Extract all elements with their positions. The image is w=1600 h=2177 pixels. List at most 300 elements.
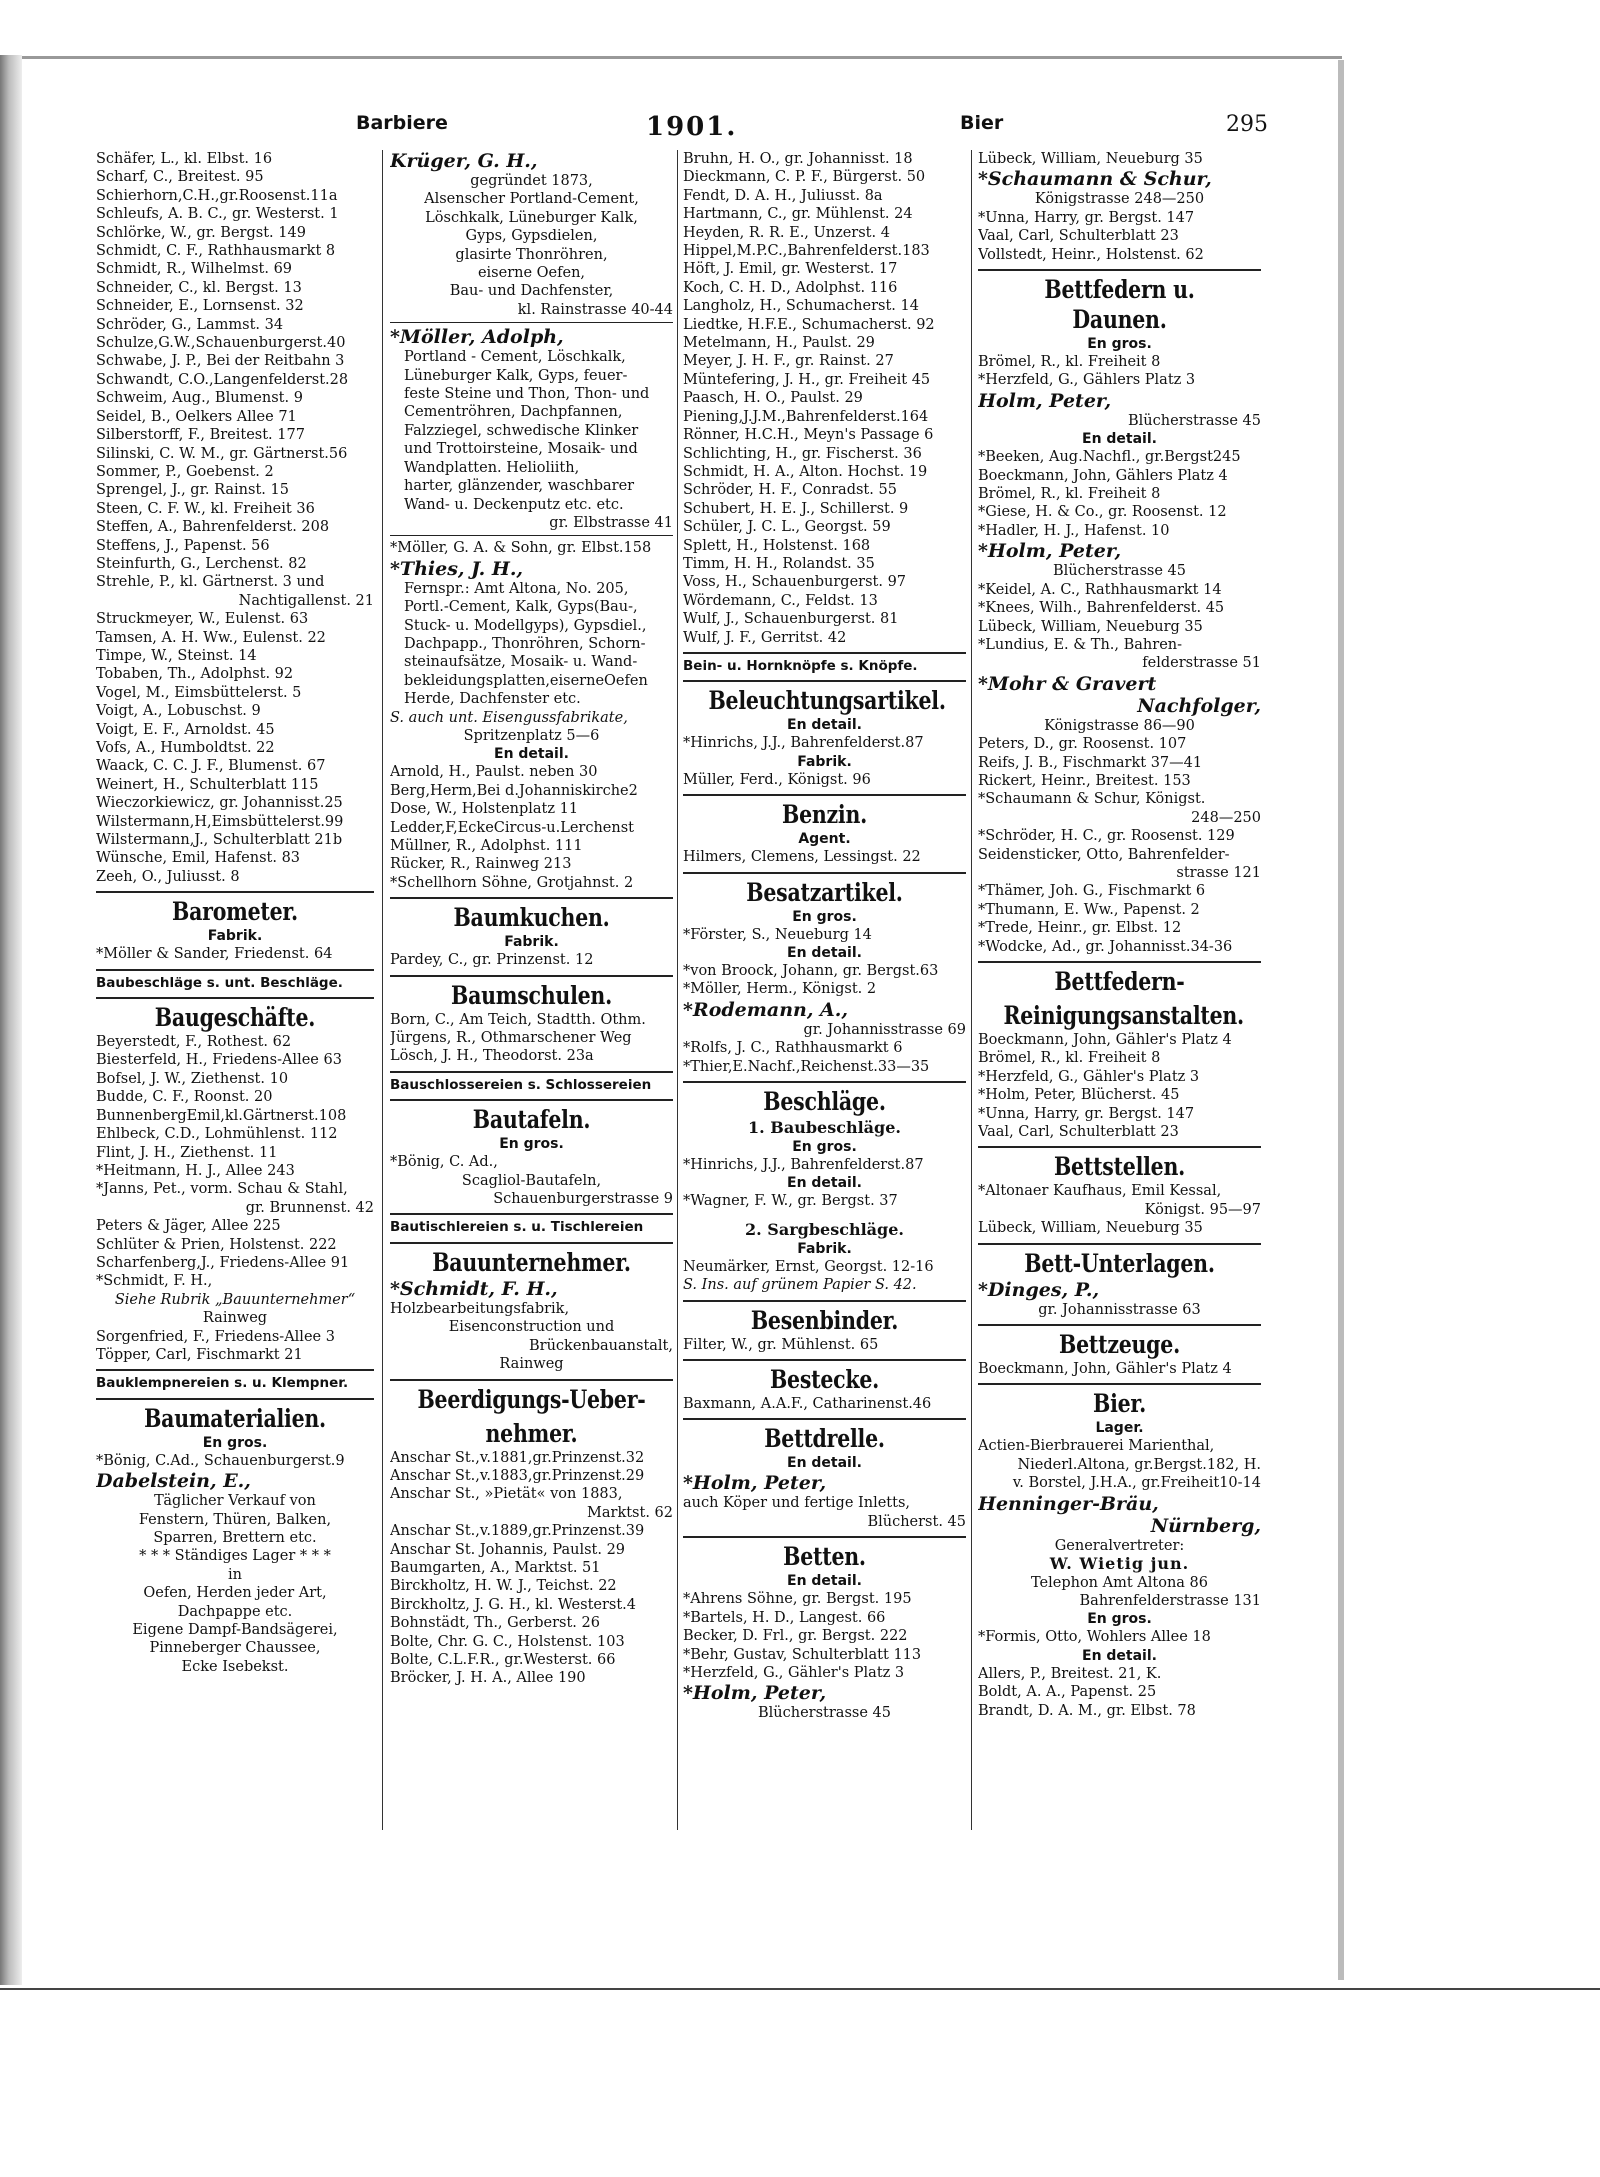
directory-entry: Silberstorff, F., Breitest. 177: [96, 427, 305, 444]
category-label: En gros.: [792, 1139, 857, 1156]
firm-name: Henninger-Bräu,: [978, 1492, 1159, 1515]
directory-entry: *Hinrichs, J.J., Bahrenfelderst.87: [683, 1157, 924, 1174]
entry-line: Schauenburgerstrasse 9: [493, 1191, 673, 1208]
column-4: [978, 150, 1261, 1720]
directory-entry: Anschar St., »Pietät« von 1883,: [390, 1486, 623, 1503]
category-label: Fabrik.: [504, 934, 559, 951]
entry-line: Portland - Cement, Löschkalk,: [404, 349, 626, 366]
directory-entry: Liedtke, H.F.E., Schumacherst. 92: [683, 316, 935, 333]
directory-entry: Schüler, J. C. L., Georgst. 59: [683, 519, 891, 536]
entry-line: Lüneburger Kalk, Gyps, feuer-: [404, 367, 628, 384]
directory-entry: Wilstermann,J., Schulterblatt 21b: [96, 832, 343, 849]
directory-entry: Rickert, Heinr., Breitest. 153: [978, 772, 1191, 789]
directory-entry: Beyerstedt, F., Rothest. 62: [96, 1034, 292, 1051]
directory-entry: Schweim, Aug., Blumenst. 9: [96, 390, 303, 407]
entry-line: und Trottoirsteine, Mosaik- und: [404, 441, 638, 458]
directory-entry: Lübeck, William, Neueburg 35: [978, 1220, 1203, 1237]
entry-line: Königstrasse 248—250: [1034, 191, 1205, 208]
directory-entry: Scharfenberg,J., Friedens-Allee 91: [96, 1254, 350, 1271]
directory-entry: *Möller, Herm., Königst. 2: [683, 981, 877, 998]
firm-name: Krüger, G. H.,: [390, 150, 538, 172]
directory-entry: Boeckmann, John, Gähler's Platz 4: [978, 1032, 1232, 1048]
directory-entry: Birckholtz, J. G. H., kl. Westerst.4: [390, 1596, 637, 1613]
directory-entry: Vaal, Carl, Schulterblatt 23: [978, 1124, 1179, 1141]
directory-entry: Tobaben, Th., Adolphst. 92: [96, 666, 294, 683]
entry-line: kl. Rainstrasse 40-44: [517, 301, 673, 318]
column-1: [96, 150, 374, 1676]
directory-entry: *Wagner, F. W., gr. Bergst. 37: [683, 1193, 898, 1210]
directory-entry: Heyden, R. R. E., Unzerst. 4: [683, 224, 890, 241]
section-heading: Baumaterialien.: [144, 1403, 326, 1433]
category-label: En detail.: [787, 1573, 862, 1590]
section-rule: [390, 1242, 673, 1244]
directory-entry: BunnenbergEmil,kl.Gärtnerst.108: [96, 1107, 347, 1124]
directory-entry: Struckmeyer, W., Eulenst. 63: [96, 611, 309, 628]
directory-entry: Sprengel, J., gr. Rainst. 15: [96, 482, 289, 499]
directory-entry: Wulf, J., Schauenburgerst. 81: [683, 611, 899, 628]
directory-entry: Steffens, J., Papenst. 56: [96, 537, 270, 554]
section-heading: Bautafeln.: [472, 1105, 591, 1135]
entry-line: Blücherstrasse 45: [1128, 412, 1261, 429]
directory-entry: *Herzfeld, G., Gählers Platz 3: [978, 372, 1196, 389]
section-heading: Bettfedern-: [1054, 967, 1185, 996]
directory-entry: Peters, D., gr. Roosenst. 107: [978, 736, 1187, 753]
category-label: En detail.: [787, 717, 862, 734]
directory-entry: Piening,J.J.M.,Bahrenfelderst.164: [683, 408, 929, 425]
entry-line: gr. Johannisstrasse 63: [1038, 1301, 1201, 1318]
directory-entry: Schwandt, C.O.,Langenfelderst.28: [96, 371, 349, 388]
directory-entry: *Janns, Pet., vorm. Schau & Stahl,: [96, 1181, 348, 1198]
entry-line: gr. Elbstrasse 41: [549, 514, 673, 531]
entry-line: bekleidungsplatten,eiserneOefen: [404, 672, 648, 689]
section-heading: Beschläge.: [763, 1087, 886, 1117]
section-rule: [978, 1243, 1261, 1245]
directory-entry: Flint, J. H., Ziethenst. 11: [96, 1144, 278, 1161]
section-rule: [390, 1213, 673, 1215]
entry-line: felderstrasse 51: [1142, 655, 1261, 672]
directory-entry: Brömel, R., kl. Freiheit 8: [978, 486, 1161, 503]
directory-entry: *Keidel, A. C., Rathhausmarkt 14: [978, 581, 1222, 598]
directory-entry: Budde, C. F., Roonst. 20: [96, 1089, 273, 1106]
section-rule: [978, 1383, 1261, 1385]
directory-entry: *Schellhorn Söhne, Grotjahnst. 2: [390, 874, 634, 891]
directory-entry: Rönner, H.C.H., Meyn's Passage 6: [683, 427, 934, 444]
directory-entry: Bolte, Chr. G. C., Holstenst. 103: [390, 1633, 625, 1650]
entry-line: Rainweg: [202, 1310, 268, 1327]
directory-entry: Becker, D. Frl., gr. Bergst. 222: [683, 1628, 908, 1645]
entry-line: Stuck- u. Modellgyps), Gypsdiel.,: [404, 617, 647, 634]
column-divider: [382, 150, 383, 1830]
column-divider: [971, 150, 972, 1830]
directory-entry: *von Broock, Johann, gr. Bergst.63: [683, 963, 939, 979]
category-label: En gros.: [1087, 336, 1152, 353]
section-rule: [978, 269, 1261, 271]
firm-name: *Thies, J. H.,: [390, 557, 524, 580]
directory-entry: Zeeh, O., Juliusst. 8: [96, 868, 240, 885]
entry-line: Täglicher Verkauf von: [154, 1493, 316, 1510]
directory-entry: *Beeken, Aug.Nachfl., gr.Bergst245: [978, 449, 1241, 466]
category-label: En detail.: [1082, 431, 1157, 448]
directory-entry: Steen, C. F. W., kl. Freiheit 36: [96, 500, 315, 517]
section-rule: [978, 1146, 1261, 1148]
category-label: Fabrik.: [207, 928, 263, 945]
directory-entry: Sorgenfried, F., Friedens-Allee 3: [96, 1328, 335, 1345]
directory-entry: Brandt, D. A. M., gr. Elbst. 78: [978, 1702, 1196, 1719]
firm-name: *Holm, Peter,: [978, 540, 1122, 563]
directory-entry: Waack, C. C. J. F., Blumenst. 67: [96, 758, 326, 775]
directory-entry: *Möller, G. A. & Sohn, gr. Elbst.158: [390, 540, 652, 557]
category-label: En detail.: [787, 945, 862, 961]
directory-entry: Wördemann, C., Feldst. 13: [683, 592, 878, 609]
directory-entry: *Thumann, E. Ww., Papenst. 2: [978, 901, 1200, 918]
section-rule: [683, 872, 966, 874]
directory-entry: Strehle, P., kl. Gärtnerst. 3 und: [96, 574, 325, 591]
section-heading: Bettstellen.: [1053, 1152, 1186, 1182]
entry-line: Dachpapp., Thonröhren, Schorn-: [404, 635, 646, 652]
directory-entry: Lübeck, William, Neueburg 35: [978, 618, 1203, 635]
directory-entry: Töpper, Carl, Fischmarkt 21: [96, 1346, 303, 1363]
directory-entry: Baxmann, A.A.F., Catharinenst.46: [683, 1396, 932, 1413]
category-label: En detail.: [787, 1455, 862, 1472]
directory-entry: Reifs, J. B., Fischmarkt 37—41: [978, 754, 1203, 771]
cross-reference: Bauklempnereien s. u. Klempner.: [96, 1375, 349, 1392]
category-label: En detail.: [787, 1175, 862, 1192]
entry-line: Nachtigallenst. 21: [238, 592, 374, 609]
page-right-edge: [1338, 60, 1344, 1980]
directory-entry: Schmidt, C. F., Rathhausmarkt 8: [96, 243, 336, 260]
section-heading: nehmer.: [485, 1418, 578, 1448]
running-head-right: Bier: [960, 112, 1004, 134]
directory-entry: Vogel, M., Eimsbüttelerst. 5: [96, 684, 302, 701]
directory-entry: Schäfer, L., kl. Elbst. 16: [96, 151, 273, 167]
category-label: En detail.: [1082, 1647, 1157, 1664]
section-heading: Beerdigungs-Ueber-: [417, 1384, 646, 1414]
entry-line: Marktst. 62: [587, 1504, 673, 1521]
entry-line: gr. Johannisstrasse 69: [803, 1021, 966, 1038]
entry-line: eiserne Oefen,: [477, 265, 586, 282]
section-rule: [96, 997, 374, 999]
directory-entry: Steffen, A., Bahrenfelderst. 208: [96, 519, 330, 536]
directory-entry: *Möller & Sander, Friedenst. 64: [96, 946, 333, 963]
directory-entry: Boldt, A. A., Papenst. 25: [978, 1684, 1157, 1701]
section-rule: [683, 1418, 966, 1420]
directory-entry: Filter, W., gr. Mühlenst. 65: [683, 1336, 879, 1353]
directory-entry: Baumgarten, A., Marktst. 51: [390, 1559, 601, 1576]
directory-entry: Holzbearbeitungsfabrik,: [390, 1300, 570, 1317]
entry-line: Pinneberger Chaussee,: [149, 1640, 321, 1657]
directory-entry: Anschar St.,v.1889,gr.Prinzenst.39: [390, 1523, 645, 1540]
section-heading: Bett-Unterlagen.: [1024, 1248, 1215, 1278]
directory-entry: *Trede, Heinr., gr. Elbst. 12: [978, 920, 1182, 937]
directory-entry: Voigt, A., Lobuschst. 9: [96, 703, 261, 720]
directory-entry: *Lundius, E. & Th., Bahren-: [978, 636, 1183, 653]
column-divider: [677, 150, 678, 1830]
cross-reference: Bautischlereien s. u. Tischlereien: [390, 1219, 644, 1236]
entry-line: Wandplatten. Helioliith,: [404, 459, 580, 476]
directory-entry: Tamsen, A. H. Ww., Eulenst. 22: [96, 629, 326, 646]
entry-line: glasirte Thonröhren,: [455, 246, 608, 263]
directory-entry: *Bönig, C.Ad., Schauenburgerst.9: [96, 1452, 345, 1469]
directory-entry: Timm, H. H., Rolandst. 35: [683, 555, 875, 572]
firm-name: Holm, Peter,: [978, 389, 1112, 412]
entry-line: Eigene Dampf-Bandsägerei,: [132, 1622, 338, 1639]
directory-entry: *Knees, Wilh., Bahrenfelderst. 45: [978, 600, 1225, 617]
directory-entry: Koch, C. H. D., Adolphst. 116: [683, 279, 898, 296]
section-rule: [96, 969, 374, 971]
directory-entry: *Hinrichs, J.J., Bahrenfelderst.87: [683, 735, 924, 752]
directory-entry: Vaal, Carl, Schulterblatt 23: [978, 228, 1179, 245]
entry-line: 248—250: [1191, 809, 1261, 826]
section-rule: [683, 652, 966, 654]
directory-entry: Silinski, C. W. M., gr. Gärtnerst.56: [96, 445, 348, 462]
entry-line: steinaufsätze, Mosaik- u. Wand-: [404, 654, 638, 671]
section-heading: Barometer.: [172, 897, 298, 927]
section-heading: Besenbinder.: [750, 1305, 899, 1335]
directory-entry: Steinfurth, G., Lerchenst. 82: [96, 555, 307, 572]
directory-entry: *Schmidt, F. H.,: [96, 1273, 213, 1290]
firm-name: *Möller, Adolph,: [390, 326, 564, 349]
directory-entry: Schneider, C., kl. Bergst. 13: [96, 279, 302, 296]
entry-line: Rainweg: [499, 1356, 564, 1373]
directory-entry: Actien-Bierbrauerei Marienthal,: [978, 1438, 1215, 1455]
entry-line: Gyps, Gypsdielen,: [465, 228, 598, 245]
entry-line: Herde, Dachfenster etc.: [404, 691, 581, 708]
directory-entry: Paasch, H. O., Paulst. 29: [683, 390, 863, 407]
column-2: [390, 150, 673, 1688]
category-label: Fabrik.: [797, 753, 852, 770]
column-3: [683, 150, 966, 1723]
directory-entry: Vollstedt, Heinr., Holstenst. 62: [978, 246, 1204, 263]
section-rule: [96, 891, 374, 893]
directory-entry: Brömel, R., kl. Freiheit 8: [978, 354, 1161, 371]
directory-entry: Bolte, C.L.F.R., gr.Westerst. 66: [390, 1651, 616, 1668]
directory-entry: Wulf, J. F., Gerritst. 42: [683, 629, 847, 646]
cross-reference: S. Ins. auf grünem Papier S. 42.: [683, 1277, 917, 1294]
directory-entry: Wieczorkiewicz, gr. Johannisst.25: [96, 795, 343, 812]
category-label: Lager.: [1095, 1420, 1144, 1437]
directory-entry: *Altonaer Kaufhaus, Emil Kessal,: [978, 1183, 1222, 1200]
spacer: [683, 1211, 966, 1219]
firm-name: Dabelstein, E.,: [96, 1470, 251, 1493]
directory-entry: Peters & Jäger, Allee 225: [96, 1218, 281, 1235]
directory-entry: *Heitmann, H. J., Allee 243: [96, 1162, 295, 1179]
directory-entry: Schmidt, R., Wilhelmst. 69: [96, 261, 293, 278]
directory-entry: Metelmann, H., Paulst. 29: [683, 335, 875, 352]
directory-entry: Wilstermann,H,Eimsbüttelerst.99: [96, 813, 344, 830]
directory-entry: *Behr, Gustav, Schulterblatt 113: [683, 1646, 922, 1663]
page-number: 295: [1226, 112, 1268, 137]
directory-entry: Bohnstädt, Th., Gerberst. 26: [390, 1615, 600, 1632]
entry-line: harter, glänzender, waschbarer: [404, 478, 635, 495]
directory-entry: *Hadler, H. J., Hafenst. 10: [978, 522, 1170, 539]
directory-entry: *Bartels, H. D., Langest. 66: [683, 1609, 886, 1626]
entry-line: Niederl.Altona, gr.Bergst.182, H.: [1017, 1456, 1261, 1473]
directory-entry: Birckholtz, H. W. J., Teichst. 22: [390, 1578, 617, 1595]
entry-line: Blücherstrasse 45: [758, 1705, 891, 1722]
cross-reference: S. auch unt. Eisengussfabrikate,: [390, 709, 628, 726]
directory-entry: Pardey, C., gr. Prinzenst. 12: [390, 952, 594, 969]
entry-line: Generalvertreter:: [1054, 1537, 1185, 1554]
directory-entry: *Formis, Otto, Wohlers Allee 18: [978, 1629, 1211, 1646]
directory-entry: Höft, J. Emil, gr. Westerst. 17: [683, 261, 898, 278]
firm-name: *Holm, Peter,: [683, 1472, 827, 1495]
directory-entry: Anschar St.,v.1883,gr.Prinzenst.29: [390, 1467, 645, 1484]
section-rule: [683, 794, 966, 796]
directory-entry: Sommer, P., Goebenst. 2: [96, 463, 274, 480]
section-heading: Beleuchtungsartikel.: [708, 686, 946, 716]
section-rule: [683, 1300, 966, 1302]
directory-entry: Rücker, R., Rainweg 213: [390, 856, 572, 873]
cross-reference: Siehe Rubrik „Bauunternehmer“: [114, 1291, 356, 1308]
directory-entry: *Bönig, C. Ad.,: [390, 1154, 498, 1171]
category-label: En gros.: [1087, 1611, 1152, 1628]
directory-entry: Seidel, B., Oelkers Allee 71: [96, 408, 297, 425]
category-label: En detail.: [494, 746, 569, 763]
directory-entry: Allers, P., Breitest. 21, K.: [978, 1665, 1162, 1682]
directory-entry: Arnold, H., Paulst. neben 30: [390, 764, 598, 781]
directory-entry: *Herzfeld, G., Gähler's Platz 3: [683, 1664, 905, 1681]
category-label: Agent.: [798, 831, 851, 848]
directory-entry: Schröder, G., Lammst. 34: [96, 316, 284, 333]
entry-line: gr. Brunnenst. 42: [245, 1199, 374, 1216]
entry-line: Bau- und Dachfenster,: [449, 283, 614, 300]
section-heading: Bier.: [1093, 1389, 1146, 1419]
directory-entry: Schulze,G.W.,Schauenburgerst.40: [96, 335, 346, 352]
entry-line: gegründet 1873,: [470, 173, 593, 189]
section-rule: [390, 1099, 673, 1101]
entry-rule: [390, 322, 673, 323]
section-heading: Baugeschäfte.: [154, 1003, 316, 1033]
section-heading: Bestecke.: [769, 1365, 880, 1395]
category-label: En gros.: [792, 908, 857, 925]
directory-entry: Schlörke, W., gr. Bergst. 149: [96, 224, 306, 241]
directory-entry: Weinert, H., Schulterblatt 115: [96, 776, 319, 793]
agent-name: W. Wietig jun.: [1049, 1555, 1190, 1574]
directory-entry: *Herzfeld, G., Gähler's Platz 3: [978, 1068, 1200, 1085]
directory-entry: Schierhorn,C.H.,gr.Roosenst.11a: [96, 187, 338, 204]
entry-line: Sparren, Brettern etc.: [153, 1530, 317, 1546]
section-rule: [96, 1398, 374, 1400]
directory-entry: Vofs, A., Humboldtst. 22: [96, 740, 275, 756]
entry-line: v. Borstel, J.H.A., gr.Freiheit10-14: [1012, 1475, 1261, 1492]
scan-border: [0, 1988, 1600, 1990]
category-label: Fabrik.: [797, 1240, 852, 1257]
directory-entry: Langholz, H., Schumacherst. 14: [683, 298, 919, 315]
firm-name: *Dinges, P.,: [978, 1278, 1100, 1301]
directory-entry: *Wodcke, Ad., gr. Johannisst.34-36: [978, 938, 1233, 955]
subsection-heading: 1. Baubeschläge.: [748, 1118, 901, 1138]
firm-name: *Schaumann & Schur,: [978, 168, 1212, 191]
directory-entry: Bröcker, J. H. A., Allee 190: [390, 1670, 586, 1687]
firm-name: Nürnberg,: [1150, 1514, 1261, 1537]
entry-line: strasse 121: [1176, 864, 1261, 881]
directory-entry: Anschar St. Johannis, Paulst. 29: [390, 1541, 626, 1558]
section-rule: [390, 897, 673, 899]
directory-entry: Scharf, C., Breitest. 95: [96, 169, 264, 186]
directory-entry: Müntefering, J. H., gr. Freiheit 45: [683, 371, 931, 388]
section-rule: [683, 680, 966, 682]
section-rule: [683, 1359, 966, 1361]
directory-entry: *Unna, Harry, gr. Bergst. 147: [978, 209, 1195, 226]
section-rule: [683, 1536, 966, 1538]
section-heading: Baumschulen.: [451, 980, 612, 1010]
directory-entry: Dose, W., Holstenplatz 11: [390, 801, 579, 818]
directory-entry: Hippel,M.P.C.,Bahrenfelderst.183: [683, 243, 930, 260]
section-heading: Benzin.: [781, 800, 868, 830]
entry-line: Eisenconstruction und: [448, 1319, 615, 1336]
directory-entry: Müller, Ferd., Königst. 96: [683, 771, 871, 788]
entry-line: Portl.-Cement, Kalk, Gyps(Bau-,: [404, 599, 638, 616]
entry-line: in: [228, 1566, 242, 1583]
directory-entry: Bofsel, J. W., Ziethenst. 10: [96, 1070, 289, 1087]
binding-shadow: [0, 55, 22, 1985]
directory-entry: Dieckmann, C. P. F., Bürgerst. 50: [683, 169, 926, 186]
directory-entry: *Rolfs, J. C., Rathhausmarkt 6: [683, 1040, 903, 1057]
entry-rule: [390, 535, 673, 536]
section-heading: Bauunternehmer.: [432, 1247, 631, 1277]
directory-entry: *Holm, Peter, Blücherst. 45: [978, 1087, 1180, 1104]
directory-entry: Biesterfeld, H., Friedens-Allee 63: [96, 1052, 342, 1069]
cross-reference: Bein- u. Hornknöpfe s. Knöpfe.: [683, 657, 918, 674]
directory-entry: *Thier,E.Nachf.,Reichenst.33—35: [683, 1058, 930, 1075]
directory-entry: Jürgens, R., Othmarschener Weg: [390, 1030, 632, 1047]
directory-entry: *Unna, Harry, gr. Bergst. 147: [978, 1105, 1195, 1122]
entry-line: Blücherstrasse 45: [1053, 563, 1186, 580]
directory-entry: Schneider, E., Lornsenst. 32: [96, 298, 304, 315]
directory-entry: Fendt, D. A. H., Juliusst. 8a: [683, 187, 883, 204]
running-head-year: 1901.: [646, 112, 738, 142]
directory-entry: Schwabe, J. P., Bei der Reitbahn 3: [96, 353, 345, 370]
directory-entry: Anschar St.,v.1881,gr.Prinzenst.32: [390, 1449, 645, 1466]
section-heading: Besatzartikel.: [746, 877, 903, 907]
directory-entry: Brömel, R., kl. Freiheit 8: [978, 1050, 1161, 1067]
directory-entry: Voss, H., Schauenburgerst. 97: [683, 574, 907, 591]
entry-line: Scagliol-Bautafeln,: [461, 1172, 602, 1189]
directory-entry: Neumärker, Ernst, Georgst. 12-16: [683, 1258, 934, 1275]
directory-entry: Boeckmann, John, Gählers Platz 4: [978, 467, 1228, 484]
directory-entry: Born, C., Am Teich, Stadtth. Othm.: [390, 1011, 646, 1028]
entry-line: * * * Ständiges Lager * * *: [139, 1548, 331, 1565]
entry-line: Brückenbauanstalt,: [529, 1337, 673, 1354]
section-rule: [390, 975, 673, 977]
firm-name: Nachfolger,: [1137, 694, 1261, 717]
directory-entry: *Schröder, H. C., gr. Roosenst. 129: [978, 828, 1235, 845]
directory-entry: Wünsche, Emil, Hafenst. 83: [96, 850, 301, 867]
firm-name: *Rodemann, A.,: [683, 998, 849, 1021]
section-rule: [390, 1379, 673, 1381]
section-heading: Betten.: [783, 1542, 866, 1572]
directory-entry: Seidensticker, Otto, Bahrenfelder-: [978, 846, 1230, 863]
entry-line: Bahrenfelderstrasse 131: [1079, 1592, 1261, 1609]
entry-line: Wand- u. Deckenputz etc. etc.: [404, 496, 624, 513]
directory-entry: *Giese, H. & Co., gr. Roosenst. 12: [978, 504, 1227, 521]
entry-line: Telephon Amt Altona 86: [1030, 1574, 1208, 1591]
directory-entry: Meyer, J. H. F., gr. Rainst. 27: [683, 353, 894, 370]
directory-entry: Schröder, H. F., Conradst. 55: [683, 482, 897, 499]
section-rule: [96, 1369, 374, 1371]
section-rule: [978, 961, 1261, 963]
firm-name: *Holm, Peter,: [683, 1682, 827, 1705]
entry-line: Königst. 95—97: [1144, 1201, 1261, 1218]
directory-entry: Ledder,F,EckeCircus-u.Lerchenst: [390, 819, 634, 836]
running-head-left: Barbiere: [356, 112, 448, 134]
entry-line: Spritzenplatz 5—6: [463, 727, 600, 744]
directory-entry: Müllner, R., Adolphst. 111: [390, 838, 583, 854]
directory-entry: Voigt, E. F., Arnoldst. 45: [96, 721, 275, 738]
directory-entry: Berg,Herm,Bei d.Johanniskirche2: [390, 782, 638, 799]
directory-entry: Hartmann, C., gr. Mühlenst. 24: [683, 206, 913, 223]
entry-line: Dachpappe etc.: [177, 1603, 293, 1620]
